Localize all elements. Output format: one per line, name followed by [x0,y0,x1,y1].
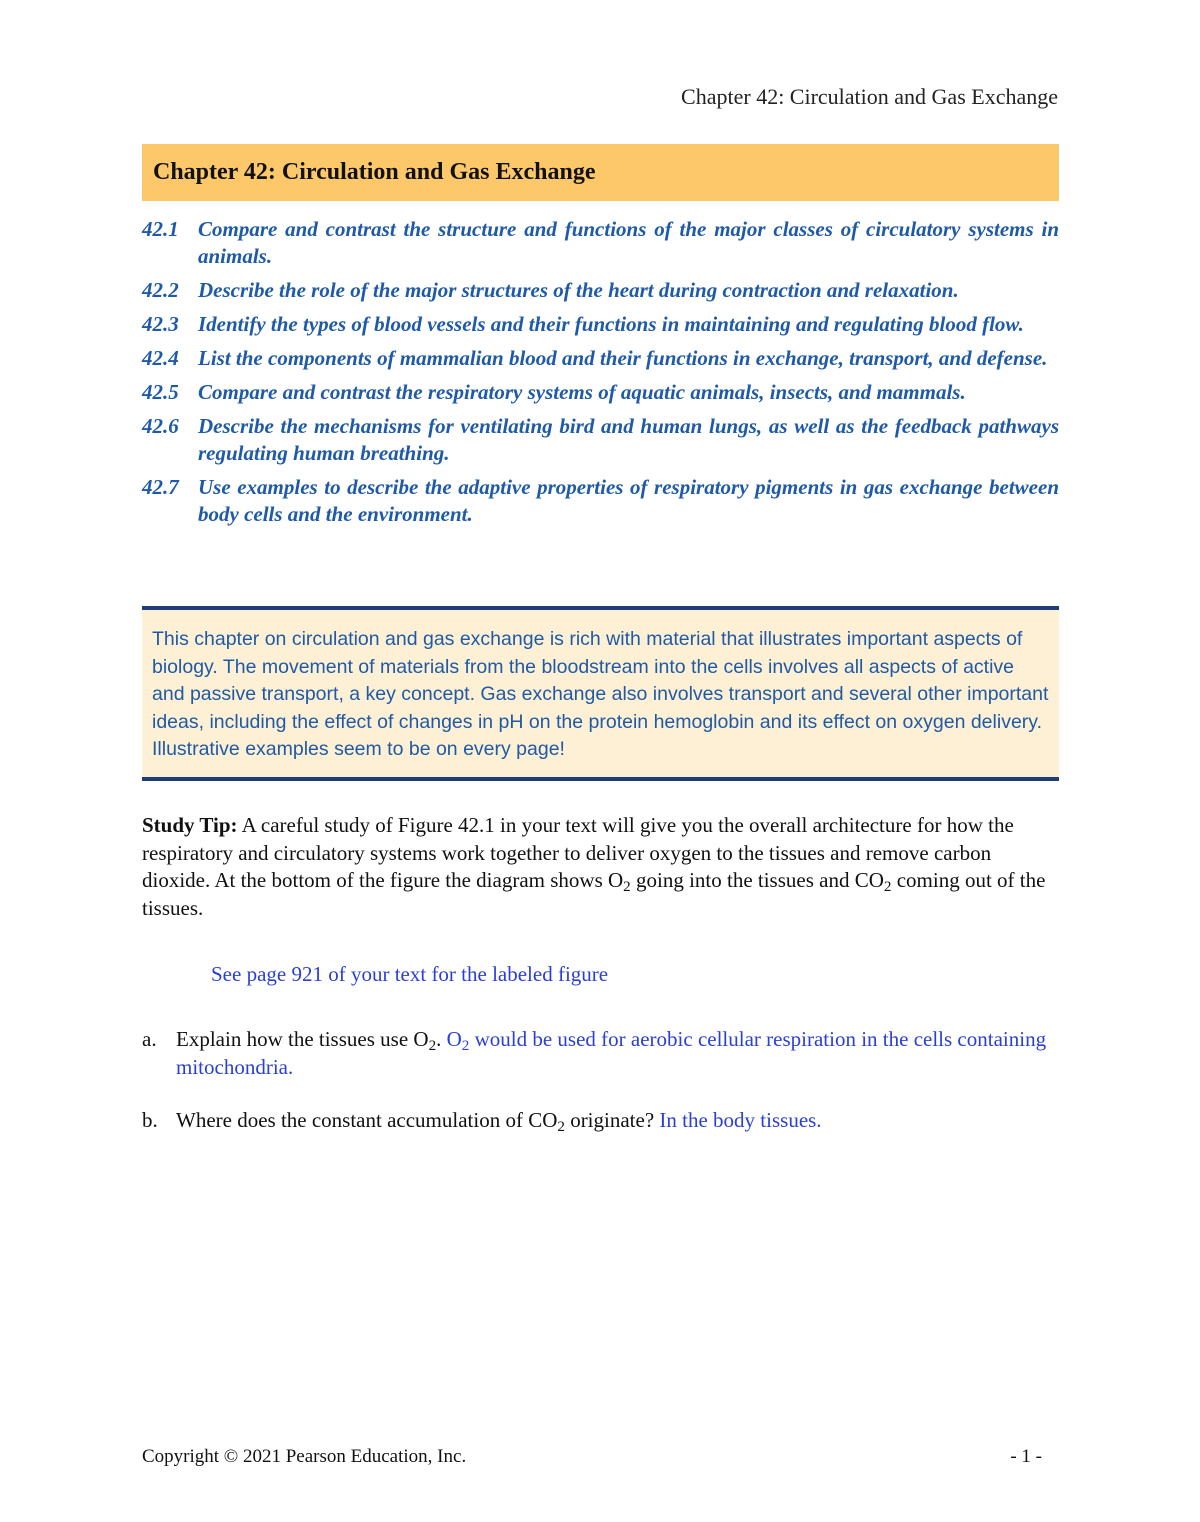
overview-text: This chapter on circulation and gas exchange is rich with material that illustrates important aspects of biology. The movement of materials from the bloodstream into the cells involves all aspects of active and passive transport, a key concept. Gas exchange also involves transport and several other important ideas, including the effect of changes in pH on the protein hemoglobin and its effect on oxygen delivery. Illustrative examples seem to be on every page! [152,628,1049,760]
question-a [142,1025,1059,1081]
study-tip-text: going into the tissues and CO [630,868,884,892]
objective-number: 42.3 [142,312,179,336]
objective-number: 42.4 [142,346,179,370]
objective-text: Use examples to describe the adaptive properties of respiratory pigments in gas exchange between body cells and the environment. [198,475,1059,526]
objective-number: 42.1 [142,217,179,241]
objective-number: 42.6 [142,414,179,438]
study-tip-text: coming out of the tissues. [142,868,1046,920]
subscript: 2 [461,1037,470,1054]
see-page-note: See page 921 of your text for the labeled figure [211,962,609,986]
question-body [176,1025,1059,1081]
study-tip-label: Study Tip: [142,813,238,837]
objective-text: Compare and contrast the respiratory systems of aquatic animals, insects, and mammals. [198,380,966,404]
objective-number: 42.2 [142,278,179,302]
objective-item [142,216,1059,270]
objective-number: 42.7 [142,475,179,499]
objective-item [142,345,1059,372]
question-text: originate? [564,1108,660,1132]
question-label: b. [142,1108,158,1132]
answer-text: O [446,1027,462,1051]
question-body [176,1106,822,1134]
objective-item [142,413,1059,467]
objective-text: Identify the types of blood vessels and their functions in maintaining and regulating blood flow. [198,312,1024,336]
running-header: Chapter 42: Circulation and Gas Exchange [681,84,1058,109]
objective-item [142,277,1059,304]
chapter-overview-box [142,606,1059,781]
subscript: 2 [623,878,631,895]
study-tip [142,812,1059,922]
question-text: . [436,1027,447,1051]
objective-text: Describe the mechanisms for ventilating bird and human lungs, as well as the feedback pathways regulating human breathing. [198,414,1059,465]
chapter-title: Chapter 42: Circulation and Gas Exchange [153,159,596,185]
chapter-title-band [142,144,1059,201]
copyright-footer: Copyright © 2021 Pearson Education, Inc. [142,1446,467,1467]
objective-text: Compare and contrast the structure and functions of the major classes of circulatory systems in animals. [198,217,1059,268]
subscript: 2 [428,1037,437,1054]
objective-text: List the components of mammalian blood and their functions in exchange, transport, and defense. [198,346,1048,370]
objective-number: 42.5 [142,380,179,404]
question-label: a. [142,1027,157,1051]
question-text: Where does the constant accumulation of CO [176,1108,558,1132]
answer-text: In the body tissues. [659,1108,822,1132]
objective-text: Describe the role of the major structures of the heart during contraction and relaxation. [198,278,959,302]
objective-item [142,379,1059,406]
page-number: - 1 - [1010,1446,1042,1467]
objective-item [142,311,1059,338]
learning-objectives [142,216,1059,535]
subscript: 2 [557,1118,565,1135]
answer-text: would be used for aerobic cellular respiration in the cells containing mitochondria. [176,1027,1047,1079]
question-text: Explain how the tissues use O [176,1027,429,1051]
study-tip-text: A careful study of Figure 42.1 in your text will give you the overall architecture for how the respiratory and circulatory systems work together to deliver oxygen to the tissues and remove carbon dioxide. At the bottom of the figure the diagram shows O [142,813,1014,892]
question-b [142,1106,1059,1134]
subscript: 2 [883,878,892,895]
objective-item [142,474,1059,528]
